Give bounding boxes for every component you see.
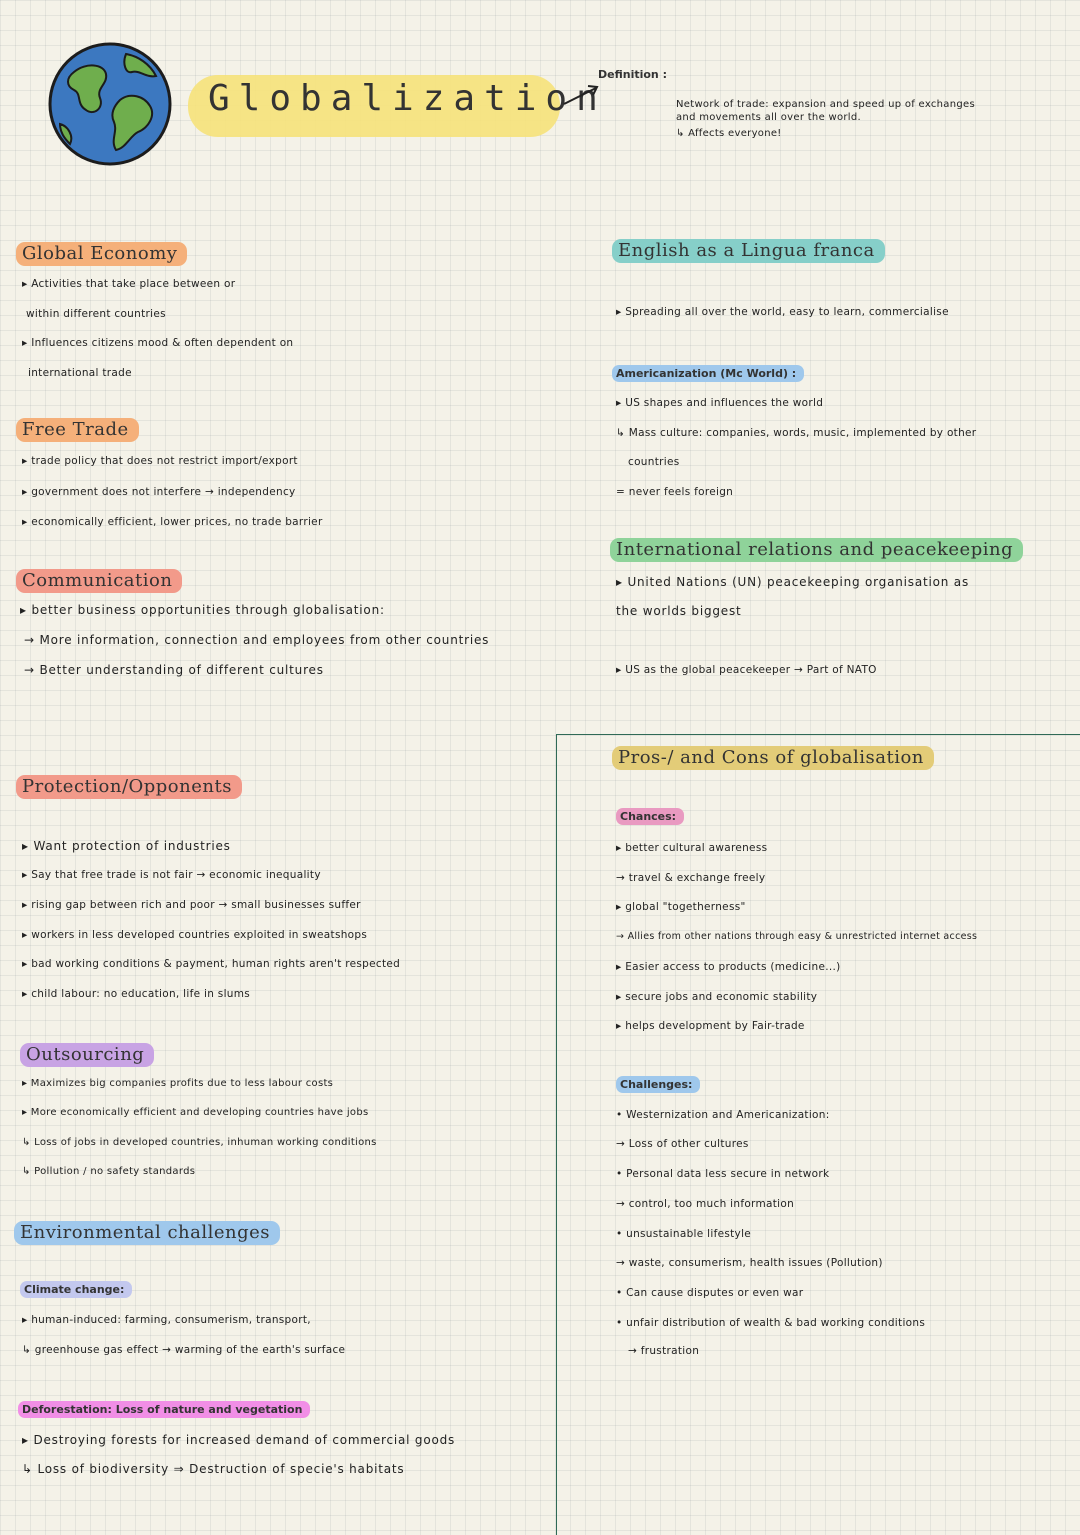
list-item: ▸ child labour: no education, life in slums [22,988,251,1000]
list-item: • Can cause disputes or even war [616,1287,804,1299]
list-item: = never feels foreign [616,486,734,498]
list-item: • unfair distribution of wealth & bad working conditions [616,1317,926,1329]
list-item: ▸ government does not interfere → independency [22,486,296,498]
list-item: ▸ Influences citizens mood & often dependent on [22,337,294,349]
definition-line: and movements all over the world. [676,112,862,123]
definition-line: ↳ Affects everyone! [676,128,782,139]
page-title: Globalization [208,78,607,119]
list-item: ▸ workers in less developed countries exploited in sweatshops [22,929,368,941]
heading-global-economy: Global Economy [16,242,187,266]
list-item: ▸ Destroying forests for increased demand of commercial goods [22,1433,456,1447]
list-item: ▸ Maximizes big companies profits due to less labour costs [22,1078,334,1089]
list-item: → control, too much information [616,1198,795,1210]
heading-free-trade: Free Trade [16,418,139,442]
definition-line: Network of trade: expansion and speed up of exchanges [676,99,975,110]
list-item: international trade [28,367,132,379]
list-item: ▸ helps development by Fair-trade [616,1020,805,1032]
list-item: within different countries [26,308,166,320]
heading-communication: Communication [16,569,182,593]
heading-protection: Protection/Opponents [16,775,242,799]
list-item: ↳ Mass culture: companies, words, music, implemented by other [616,427,977,439]
heading-environmental: Environmental challenges [14,1221,280,1245]
subheading-challenges: Challenges: [616,1076,700,1093]
list-item: ▸ global "togetherness" [616,901,746,913]
list-item: • Personal data less secure in network [616,1168,830,1180]
list-item: → frustration [628,1345,700,1357]
list-item: ▸ US shapes and influences the world [616,397,824,409]
list-item: ▸ trade policy that does not restrict import/export [22,455,298,467]
list-item: ▸ Say that free trade is not fair → economic inequality [22,869,321,881]
list-item: → travel & exchange freely [616,872,766,884]
list-item: ↳ Pollution / no safety standards [22,1166,196,1177]
list-item: → More information, connection and employees from other countries [24,633,490,647]
list-item: countries [628,456,680,468]
list-item: ▸ economically efficient, lower prices, no trade barrier [22,516,323,528]
list-item: → Better understanding of different cultures [24,663,324,677]
subheading-americanization: Americanization (Mc World) : [612,365,804,382]
heading-english: English as a Lingua franca [612,239,885,263]
list-item: ▸ rising gap between rich and poor → small businesses suffer [22,899,361,911]
list-item: the worlds biggest [616,604,742,618]
pros-cons-box [556,734,1080,1535]
list-item: ▸ human-induced: farming, consumerism, transport, [22,1314,311,1326]
list-item: ↳ Loss of biodiversity ⇒ Destruction of specie's habitats [22,1462,405,1476]
heading-international: International relations and peacekeeping [610,538,1023,562]
list-item: ▸ United Nations (UN) peacekeeping organisation as [616,575,969,589]
list-item: ▸ secure jobs and economic stability [616,991,818,1003]
list-item: → Loss of other cultures [616,1138,749,1150]
list-item: ▸ better business opportunities through globalisation: [20,603,385,617]
subheading-chances: Chances: [616,808,684,825]
list-item: ▸ better cultural awareness [616,842,768,854]
list-item: ▸ Activities that take place between or [22,278,236,290]
list-item: → waste, consumerism, health issues (Pollution) [616,1257,883,1269]
list-item: → Allies from other nations through easy & unrestricted internet access [616,931,978,942]
list-item: ▸ US as the global peacekeeper → Part of NATO [616,664,877,676]
heading-pros-cons: Pros-/ and Cons of globalisation [612,746,934,770]
definition-label: Definition : [598,68,667,81]
list-item: ▸ Want protection of industries [22,839,231,853]
arrow-icon [562,82,602,108]
subheading-deforestation: Deforestation: Loss of nature and vegetation [18,1401,310,1418]
list-item: • Westernization and Americanization: [616,1109,830,1121]
list-item: ↳ greenhouse gas effect → warming of the earth's surface [22,1344,346,1356]
list-item: ▸ More economically efficient and developing countries have jobs [22,1107,369,1118]
subheading-climate: Climate change: [20,1281,132,1298]
list-item: • unsustainable lifestyle [616,1228,752,1240]
globe-icon [46,40,176,170]
list-item: ↳ Loss of jobs in developed countries, inhuman working conditions [22,1137,377,1148]
list-item: ▸ Easier access to products (medicine...) [616,961,841,973]
heading-outsourcing: Outsourcing [20,1043,154,1067]
list-item: ▸ Spreading all over the world, easy to learn, commercialise [616,306,949,318]
list-item: ▸ bad working conditions & payment, human rights aren't respected [22,958,401,970]
